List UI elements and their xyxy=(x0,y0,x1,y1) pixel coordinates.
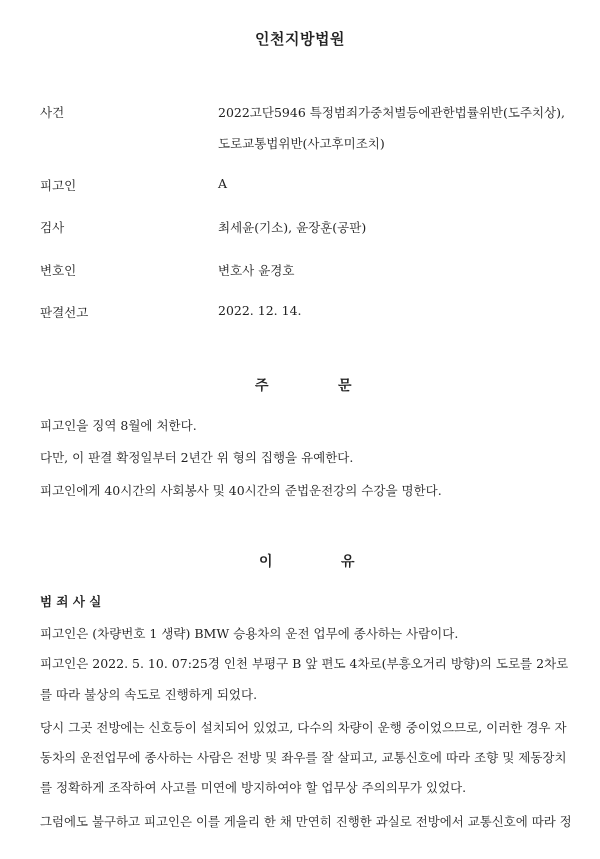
prosecutor-label: 검사 xyxy=(40,220,65,235)
reason-line-7: 그럼에도 불구하고 피고인은 이를 게을리 한 채 만연히 진행한 과실로 전방에서 교통신호에 따라 정 xyxy=(40,814,572,829)
order-heading-char-2: 문 xyxy=(338,378,352,394)
case-value-line-1: 2022고단5946 특정범죄가중처벌등에관한법률위반(도주치상), xyxy=(218,105,565,120)
reason-heading-char-1: 이 xyxy=(259,554,273,570)
reason-line-2: 피고인은 2022. 5. 10. 07:25경 인천 부평구 B 앞 편도 4차로(부흥오거리 방향)의 도로를 2차로 xyxy=(40,656,569,671)
defendant-value: A xyxy=(218,176,228,191)
prosecutor-value: 최세윤(기소), 윤장훈(공판) xyxy=(218,220,367,235)
order-heading-char-1: 주 xyxy=(255,378,269,394)
crime-facts-subheading: 범 죄 사 실 xyxy=(40,594,102,609)
order-heading xyxy=(0,375,600,395)
attorney-value: 변호사 윤경호 xyxy=(218,263,295,278)
judgment-date-value: 2022. 12. 14. xyxy=(218,303,302,318)
reason-line-6: 를 정확하게 조작하여 사고를 미연에 방지하여야 할 업무상 주의의무가 있었다. xyxy=(40,780,467,795)
case-value-line-2: 도로교통법위반(사고후미조치) xyxy=(218,136,385,151)
reason-line-4: 당시 그곳 전방에는 신호등이 설치되어 있었고, 다수의 차량이 운행 중이었으므로, 이러한 경우 자 xyxy=(40,720,567,735)
order-line-2: 다만, 이 판결 확정일부터 2년간 위 형의 집행을 유예한다. xyxy=(40,450,354,465)
reason-heading-char-2: 유 xyxy=(341,554,355,570)
attorney-label: 변호인 xyxy=(40,263,77,278)
case-label: 사건 xyxy=(40,105,65,120)
reason-heading xyxy=(0,551,600,571)
reason-line-5: 동차의 운전업무에 종사하는 사람은 전방 및 좌우를 잘 살피고, 교통신호에 따라 조향 및 제동장치 xyxy=(40,750,567,765)
defendant-label: 피고인 xyxy=(40,178,77,193)
reason-line-3: 를 따라 불상의 속도로 진행하게 되었다. xyxy=(40,687,258,702)
order-line-1: 피고인을 징역 8월에 처한다. xyxy=(40,418,197,433)
judgment-date-label: 판결선고 xyxy=(40,305,89,320)
reason-line-1: 피고인은 (차량번호 1 생략) BMW 승용차의 운전 업무에 종사하는 사람이다. xyxy=(40,626,459,641)
court-name: 인천지방법원 xyxy=(255,30,345,48)
order-line-3: 피고인에게 40시간의 사회봉사 및 40시간의 준법운전강의 수강을 명한다. xyxy=(40,483,442,498)
